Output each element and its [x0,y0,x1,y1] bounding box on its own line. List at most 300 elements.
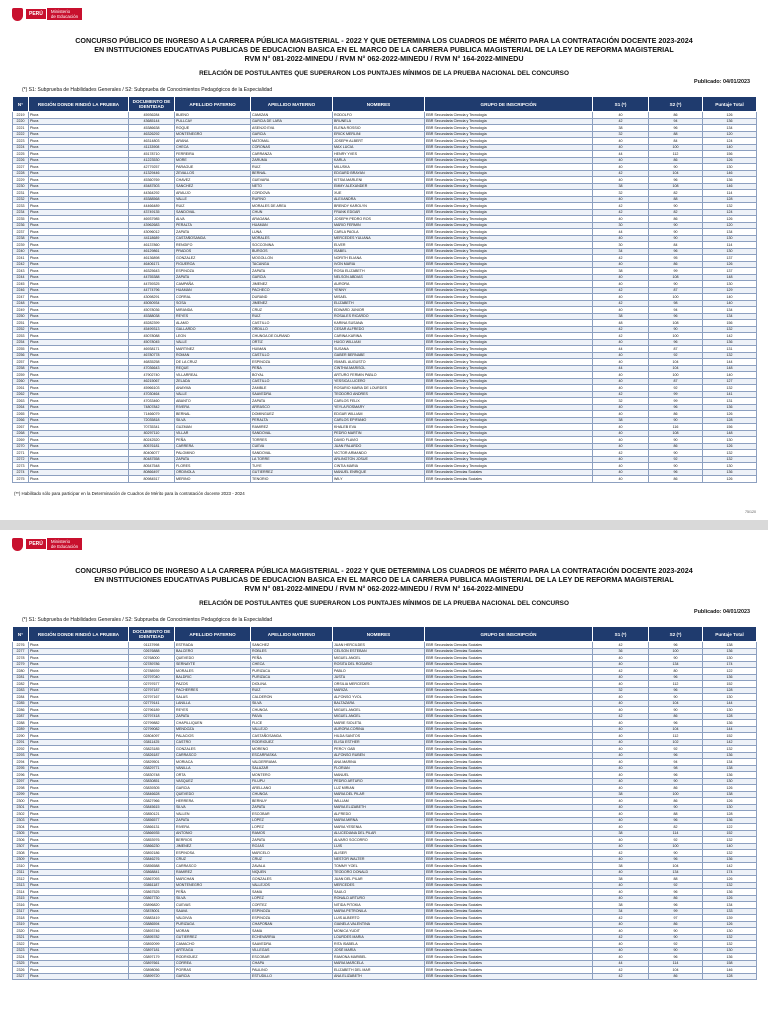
cell-col-region: Piura [29,661,129,668]
cell-col-total: 131 [703,398,757,405]
cell-col-maternal: LOPEZ [251,817,333,824]
cell-col-region: Piura [29,655,129,662]
cell-col-group: EBR Secundaria Ciencias Sociales [425,720,593,727]
cell-col-names: ALUCEDIANA DEL PILAR [333,830,425,837]
minedu-logo [12,536,756,552]
cell-col-paternal: CAMACHO [175,941,251,948]
cell-col-document: 03897179 [129,954,175,961]
cell-col-group: EBR Secundaria Ciencia y Tecnología [425,164,593,171]
cell-col-group: EBR Secundaria Ciencias Sociales [425,476,593,483]
cell-col-maternal: ESPINOZA [251,915,333,922]
cell-col-paternal: MIRANDA [175,307,251,314]
cell-col-number: 2239 [13,242,29,249]
cell-col-total: 130 [703,164,757,171]
cell-col-number: 2226 [13,157,29,164]
cell-col-s1: 42 [593,300,649,307]
cell-col-names: CARLOS EPIFANIO [333,417,425,424]
cell-col-number: 2281 [13,674,29,681]
cell-col-total: 130 [703,248,757,255]
cell-col-total: 136 [703,339,757,346]
cell-col-s2: 99 [649,391,703,398]
logo-ministry-line2: de Educación [50,14,79,19]
cell-col-s1: 40 [593,378,649,385]
cell-col-document: 03826187 [129,752,175,759]
cell-col-maternal: CARRANZA [251,151,333,158]
cell-col-paternal: ARAUJO [175,190,251,197]
cell-col-maternal: MOGOLLON [251,255,333,262]
cell-col-group: EBR Secundaria Ciencia y Tecnología [425,300,593,307]
cell-col-total: 156 [703,424,757,431]
cell-col-group: EBR Secundaria Ciencias Sociales [425,889,593,896]
cell-col-group: EBR Secundaria Ciencias Sociales [425,915,593,922]
cell-col-s2: 86 [649,921,703,928]
cell-col-s1: 34 [593,248,649,255]
cell-col-number: 2271 [13,450,29,457]
cell-col-total: 132 [703,352,757,359]
cell-col-s1: 40 [593,463,649,470]
cell-col-names: ELIZABETH DEL MAR [333,967,425,974]
cell-col-maternal: ASENJO EVA [251,125,333,132]
cell-col-paternal: BERRIOS [175,837,251,844]
header-col-region: REGIÓN DONDE RINDIÓ LA PRUEBA [29,97,129,112]
header-col-group: GRUPO DE INSCRIPCIÓN [425,627,593,642]
cell-col-maternal: ECHEVARRIA [251,934,333,941]
cell-col-maternal: GUEVARA [251,177,333,184]
cell-col-s2: 96 [649,902,703,909]
cell-col-group: EBR Secundaria Ciencia y Tecnología [425,287,593,294]
cell-col-s2: 96 [649,642,703,649]
cell-col-region: Piura [29,941,129,948]
cell-col-document: 80576181 [129,443,175,450]
cell-col-number: 2264 [13,404,29,411]
cell-col-region: Piura [29,765,129,772]
cell-col-group: EBR Secundaria Ciencia y Tecnología [425,248,593,255]
cell-col-maternal: ZAVALA [251,863,333,870]
cell-col-group: EBR Secundaria Ciencias Sociales [425,726,593,733]
cell-col-s1: 34 [593,908,649,915]
cell-col-s2: 90 [649,804,703,811]
cell-col-s2: 94 [649,759,703,766]
cell-col-s1: 40 [593,144,649,151]
legend-note: (*) S1: Subprueba de Habilidades Generales / S2: Subprueba de Conocimientos Pedagógicos de la Especialidad [22,87,273,93]
cell-col-names: ALISER [333,850,425,857]
cell-col-total: 139 [703,915,757,922]
cell-col-names: RONALD ARTURO [333,895,425,902]
cell-col-s2: 86 [649,443,703,450]
cell-col-total: 130 [703,947,757,954]
cell-col-s2: 92 [649,941,703,948]
cell-col-paternal: PEÑA [175,889,251,896]
logo-peru-text: PERÚ [26,9,46,19]
cell-col-number: 2227 [13,164,29,171]
cell-col-maternal: ESTUDILLO [251,973,333,980]
cell-col-s2: 96 [649,720,703,727]
cell-col-paternal: PARAGUE [175,164,251,171]
cell-col-names: NITIDA PITOKIA [333,902,425,909]
cell-col-s1: 40 [593,112,649,119]
cell-col-document: 45078045 [129,339,175,346]
cell-col-s1: 40 [593,700,649,707]
cell-col-names: JOSÉ MARÍA [333,947,425,954]
cell-col-document: 46326292 [129,131,175,138]
cell-col-paternal: CASTRO [175,739,251,746]
cell-col-s1: 40 [593,359,649,366]
cell-col-region: Piura [29,843,129,850]
cell-col-region: Piura [29,830,129,837]
cell-col-number: 2285 [13,700,29,707]
cell-col-document: 03853976 [129,837,175,844]
cell-col-s1: 40 [593,216,649,223]
cell-col-document: 44364292 [129,190,175,197]
cell-col-maternal: SAMA [251,928,333,935]
cell-col-maternal: JIMENEZ [251,300,333,307]
cell-col-maternal: PAIVA [251,713,333,720]
cell-col-document: 03898056 [129,967,175,974]
cell-col-number: 2268 [13,430,29,437]
cell-col-names: CARINA KARINA [333,333,425,340]
cell-col-s1: 40 [593,456,649,463]
cell-col-paternal: GONZALES [175,746,251,753]
cell-col-group: EBR Secundaria Ciencia y Tecnología [425,391,593,398]
cell-col-group: EBR Secundaria Ciencias Sociales [425,876,593,883]
cell-col-names: BALTAZARA [333,700,425,707]
cell-col-s2: 86 [649,476,703,483]
header-col-s1: S1 (*) [593,627,649,642]
cell-col-document: 45388038 [129,313,175,320]
cell-col-number: 2235 [13,216,29,223]
cell-col-s1: 40 [593,954,649,961]
cell-col-group: EBR Secundaria Ciencia y Tecnología [425,190,593,197]
cell-col-s2: 86 [649,895,703,902]
cell-col-s2: 86 [649,973,703,980]
cell-col-paternal: ESPINOZA [175,268,251,275]
cell-col-number: 2251 [13,320,29,327]
cell-col-s1: 38 [593,830,649,837]
cell-col-group: EBR Secundaria Ciencia y Tecnología [425,313,593,320]
cell-col-maternal: DIOLINA [251,681,333,688]
cell-col-s2: 100 [649,791,703,798]
cell-col-names: GIANELA VALENTINA [333,921,425,928]
cell-col-group: EBR Secundaria Ciencias Sociales [425,785,593,792]
cell-col-paternal: FLORES [175,463,251,470]
cell-col-document: 80547548 [129,463,175,470]
cell-col-document: 46215067 [129,378,175,385]
cell-col-paternal: VASQUEZ [175,778,251,785]
cell-col-region: Piura [29,287,129,294]
cell-col-total: 152 [703,830,757,837]
cell-col-paternal: GALLARDO [175,326,251,333]
cell-col-s1: 40 [593,196,649,203]
cell-col-maternal: CRUZ [251,856,333,863]
cell-col-number: 2252 [13,326,29,333]
cell-col-s2: 108 [649,183,703,190]
cell-col-paternal: REYES [175,707,251,714]
cell-col-group: EBR Secundaria Ciencia y Tecnología [425,235,593,242]
cell-col-maternal: CHAPA [251,960,333,967]
cell-col-s1: 40 [593,798,649,805]
cell-col-total: 136 [703,720,757,727]
cell-col-document: 03895782 [129,934,175,941]
cell-col-document: 03866230 [129,843,175,850]
cell-col-paternal: BALCERO [175,648,251,655]
cell-col-s2: 92 [649,746,703,753]
cell-col-total: 138 [703,791,757,798]
cell-col-region: Piura [29,216,129,223]
cell-col-number: 2311 [13,869,29,876]
cell-col-maternal: ARRASCO [251,404,333,411]
cell-col-paternal: SALAS [175,694,251,701]
cell-col-total: 174 [703,661,757,668]
cell-col-total: 126 [703,157,757,164]
cell-col-region: Piura [29,739,129,746]
title-line-2: EN INSTITUCIONES EDUCATIVAS PUBLICAS DE EDUCACION BASICA EN EL MARCO DE LA CARRERA PUBLICA MAGISTERIAL DE LA LEY DE REFORMA MAGISTERIAL [94,45,674,54]
cell-col-names: MIGUEL ANGEL [333,713,425,720]
cell-col-s2: 116 [649,424,703,431]
cell-col-region: Piura [29,274,129,281]
cell-col-s1: 42 [593,287,649,294]
cell-col-number: 2301 [13,804,29,811]
cell-col-paternal: VALLE [175,196,251,203]
cell-col-s2: 90 [649,778,703,785]
cell-col-names: KITSIA MARLENI [333,177,425,184]
cell-col-number: 2321 [13,934,29,941]
cell-col-paternal: CHAPILLIQUEN [175,720,251,727]
cell-col-s1: 40 [593,694,649,701]
cell-col-s2: 100 [649,843,703,850]
cell-col-paternal: PALOMINO [175,450,251,457]
cell-col-names: MISAEL [333,294,425,301]
cell-col-maternal: SAMA [251,889,333,896]
cell-col-maternal: GARCIA [251,131,333,138]
peru-shield-icon [12,538,23,551]
cell-col-total: 158 [703,960,757,967]
cell-col-total: 156 [703,151,757,158]
document-title [12,36,756,63]
cell-col-names: EDWARD JUNIOR [333,307,425,314]
cell-col-number: 2282 [13,681,29,688]
cell-col-s1: 48 [593,320,649,327]
cell-col-region: Piura [29,268,129,275]
cell-col-number: 2231 [13,190,29,197]
cell-col-names: WILLIAM [333,798,425,805]
cell-col-document: 45388568 [129,196,175,203]
cell-col-s2: 96 [649,817,703,824]
cell-col-total: 132 [703,850,757,857]
cell-col-region: Piura [29,183,129,190]
cell-col-names: MANUEL ENRIQUE [333,469,425,476]
cell-col-names: ANA MARINA [333,759,425,766]
cell-col-region: Piura [29,411,129,418]
cell-col-document: 03899720 [129,973,175,980]
cell-col-s2: 99 [649,908,703,915]
cell-col-total: 128 [703,196,757,203]
cell-col-total: 134 [703,125,757,132]
cell-col-maternal: VILLEGAS [251,947,333,954]
cell-col-maternal: RUFINO [251,196,333,203]
title-line-1: CONCURSO PÚBLICO DE INGRESO A LA CARRERA PÚBLICA MAGISTERIAL - 2022 Y QUE DETERMINA LOS CUADROS DE MÉRITO PARA LA CONTRATACIÓN DOCENTE 2023-2024 [75,566,693,575]
cell-col-maternal: VALLEJOS [251,882,333,889]
cell-col-paternal: PULLCAY [175,118,251,125]
cell-col-maternal: ESPINOZA [251,908,333,915]
published-date: Publicado: 04/01/2023 [693,79,750,85]
cell-col-maternal: PERALTA [251,417,333,424]
cell-col-group: EBR Secundaria Ciencias Sociales [425,746,593,753]
cell-col-paternal: SILVA [175,895,251,902]
cell-col-names: JOSEPH ALBERT [333,138,425,145]
cell-col-number: 2324 [13,954,29,961]
cell-col-s2: 114 [649,960,703,967]
cell-col-paternal: MARTINEZ [175,346,251,353]
cell-col-paternal: CHAVEZ [175,177,251,184]
cell-col-names: JOSEPH PEDRO ROS [333,216,425,223]
cell-col-document: 45282399 [129,320,175,327]
cell-col-paternal: MONTENEGRO [175,131,251,138]
cell-col-total: 132 [703,385,757,392]
cell-col-paternal: SERNAYTE [175,661,251,668]
cell-col-s1: 42 [593,967,649,974]
cell-col-number: 2279 [13,661,29,668]
cell-col-maternal: GUTIERREZ [251,469,333,476]
cell-col-region: Piura [29,359,129,366]
cell-col-paternal: VALDIVIA [175,915,251,922]
cell-col-document: 03886594 [129,921,175,928]
cell-col-maternal: JIMENEZ [251,281,333,288]
cell-col-region: Piura [29,476,129,483]
cell-col-region: Piura [29,248,129,255]
cell-col-s1: 40 [593,882,649,889]
cell-col-region: Piura [29,817,129,824]
cell-col-number: 2322 [13,941,29,948]
cell-col-s1: 40 [593,824,649,831]
cell-col-document: 46325643 [129,268,175,275]
cell-col-maternal: TUYE [251,463,333,470]
cell-col-s1: 40 [593,294,649,301]
header-col-total: Puntaje Total [703,627,757,642]
cell-col-group: EBR Secundaria Ciencia y Tecnología [425,443,593,450]
cell-col-group: EBR Secundaria Ciencia y Tecnología [425,209,593,216]
cell-col-s2: 90 [649,326,703,333]
cell-col-region: Piura [29,170,129,177]
cell-col-document: 46406171 [129,261,175,268]
header-col-s2: S2 (*) [649,97,703,112]
cell-col-names: MAX LUCIA [333,144,425,151]
cell-col-group: EBR Secundaria Ciencia y Tecnología [425,424,593,431]
cell-col-total: 136 [703,856,757,863]
cell-col-number: 2230 [13,183,29,190]
cell-col-s1: 40 [593,759,649,766]
logo-ministry-line1: Ministerio [50,539,71,544]
cell-col-region: Piura [29,947,129,954]
cell-col-names: TEODORO DONALD [333,869,425,876]
cell-col-document: 03850121 [129,811,175,818]
cell-col-names: MARIA YESENIA [333,824,425,831]
cell-col-paternal: MORALES [175,668,251,675]
cell-col-s1: 40 [593,746,649,753]
cell-col-maternal: CAMIZAN [251,112,333,119]
cell-col-region: Piura [29,463,129,470]
cell-col-number: 2228 [13,170,29,177]
cell-col-s1: 40 [593,411,649,418]
cell-col-region: Piura [29,960,129,967]
cell-col-s1: 40 [593,424,649,431]
cell-col-names: ELISA ESTHER [333,739,425,746]
cell-col-maternal: FLICE [251,720,333,727]
cell-col-names: ANA ELIZABETH [333,973,425,980]
cell-col-total: 136 [703,469,757,476]
cell-col-group: EBR Secundaria Ciencias Sociales [425,798,593,805]
cell-col-region: Piura [29,967,129,974]
cell-col-s1: 40 [593,681,649,688]
cell-col-paternal: ZAPATA [175,713,251,720]
cell-col-names: ISABEL [333,248,425,255]
cell-col-names: ROSITA DEL ROSARIO [333,661,425,668]
cell-col-group: EBR Secundaria Ciencia y Tecnología [425,430,593,437]
cell-col-group: EBR Secundaria Ciencias Sociales [425,817,593,824]
cell-col-s2: 108 [649,430,703,437]
cell-col-paternal: BUENO [175,112,251,119]
cell-col-group: EBR Secundaria Ciencias Sociales [425,759,593,766]
cell-col-s1: 40 [593,138,649,145]
logo-ministry-line2: de Educación [50,544,79,549]
cell-col-paternal: RODRIGUEZ [175,954,251,961]
cell-col-s1: 40 [593,274,649,281]
cell-col-document: 47902740 [129,372,175,379]
cell-col-paternal: PRADOS [175,248,251,255]
cell-col-names: YESSICA LUCERO [333,378,425,385]
cell-col-total: 122 [703,824,757,831]
title-line-3: RVM N° 081-2022-MINEDU / RVM N° 062-2022-MINEDU / RVM N° 164-2022-MINEDU [244,584,524,593]
cell-col-total: 146 [703,967,757,974]
cell-col-maternal: SANCHEZ [251,642,333,649]
cell-col-maternal: ORTIZ [251,339,333,346]
cell-col-paternal: ORDINOLA [175,469,251,476]
cell-col-names: LUIS [333,843,425,850]
cell-col-names: CARLA PAOLA [333,229,425,236]
cell-col-names: EDGARD BRAYAN [333,170,425,177]
cell-col-maternal: RUIZ [251,164,333,171]
cell-col-s2: 104 [649,359,703,366]
cell-col-s2: 86 [649,785,703,792]
cell-col-document: 80984517 [129,476,175,483]
cell-col-paternal: ANAYMA [175,385,251,392]
cell-col-s2: 90 [649,437,703,444]
cell-col-total: 128 [703,811,757,818]
cell-col-number: 2261 [13,385,29,392]
cell-col-group: EBR Secundaria Ciencia y Tecnología [425,183,593,190]
cell-col-number: 2298 [13,785,29,792]
cell-col-total: 132 [703,837,757,844]
legend-note: (*) S1: Subprueba de Habilidades Generales / S2: Subprueba de Conocimientos Pedagógicos de la Especialidad [22,617,273,623]
cell-col-s2: 92 [649,385,703,392]
cell-col-group: EBR Secundaria Ciencia y Tecnología [425,411,593,418]
cell-col-s2: 90 [649,222,703,229]
cell-col-total: 144 [703,726,757,733]
cell-col-region: Piura [29,333,129,340]
cell-col-region: Piura [29,869,129,876]
cell-col-group: EBR Secundaria Ciencia y Tecnología [425,118,593,125]
cell-col-s2: 86 [649,261,703,268]
cell-col-group: EBR Secundaria Ciencia y Tecnología [425,268,593,275]
cell-col-number: 2292 [13,746,29,753]
cell-col-s2: 96 [649,674,703,681]
cell-col-total: 131 [703,346,757,353]
cell-col-region: Piura [29,190,129,197]
cell-col-group: EBR Secundaria Ciencia y Tecnología [425,307,593,314]
cell-col-total: 137 [703,255,757,262]
header-col-paternal: APELLIDO PATERNO [175,627,251,642]
cell-col-group: EBR Secundaria Ciencias Sociales [425,941,593,948]
cell-col-maternal: BURGOS [251,248,333,255]
